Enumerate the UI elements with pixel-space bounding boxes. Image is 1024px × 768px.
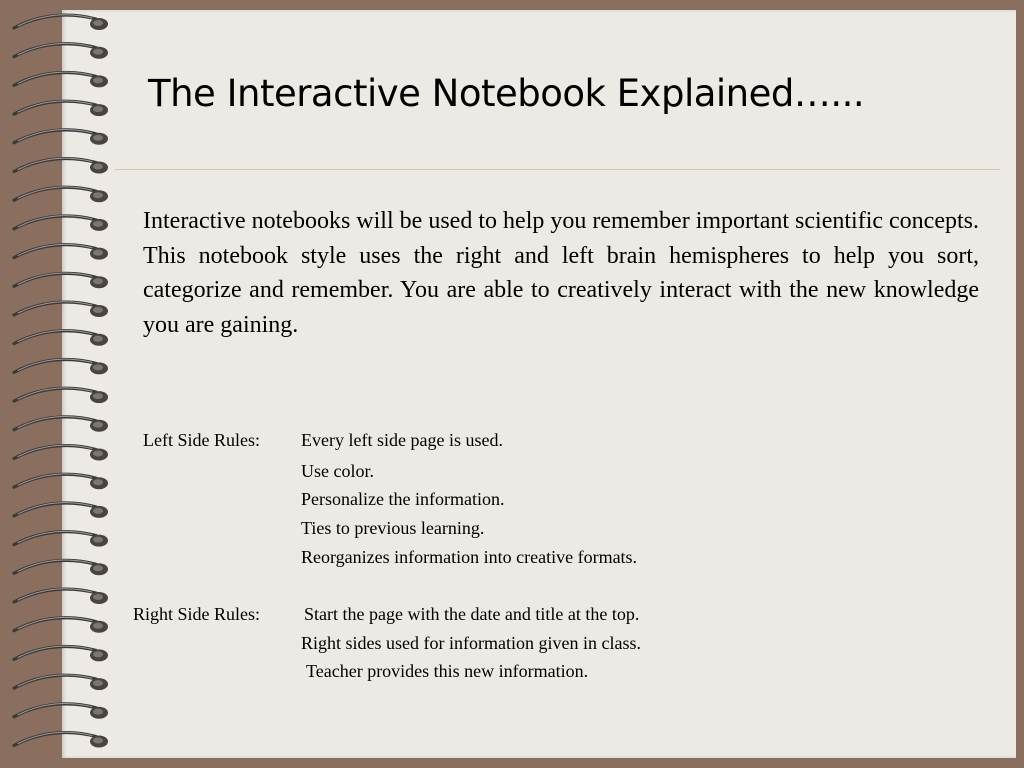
spiral-coil [14,531,108,546]
page-title: The Interactive Notebook Explained…... [148,72,865,115]
spiral-coil [14,445,108,460]
spiral-coil [14,302,108,317]
intro-paragraph: Interactive notebooks will be used to help you remember important scientific concepts. This notebook style uses the right and left brain hemispheres to help you sort, categorize and remember. You are able to creatively interact with the new knowledge you are gaining. [143,208,979,338]
spiral-coil [14,101,108,116]
spiral-coil [14,244,108,259]
spiral-binding [0,0,120,768]
right-rules-label: Right Side Rules: [133,604,261,624]
left-rule-item: Every left side page is used. [301,430,503,450]
spiral-coil [14,216,108,231]
spiral-coil [14,617,108,632]
right-rule-item: Start the page with the date and title at the top. [304,604,640,624]
spiral-coil [14,732,108,747]
spiral-coil [14,273,108,288]
spiral-coil [14,388,108,403]
spiral-coil [14,43,108,58]
spiral-coil [14,330,108,345]
spiral-coil [14,474,108,489]
spiral-coil [14,417,108,432]
right-rule-item: Right sides used for information given in class. [301,633,641,653]
left-rule-item: Reorganizes information into creative formats. [301,547,638,567]
spiral-coil [14,589,108,604]
spiral-coil [14,187,108,202]
left-rule-item: Ties to previous learning. [301,518,485,538]
spiral-coil [14,359,108,374]
left-rule-item: Personalize the information. [301,489,505,509]
spiral-coil [14,675,108,690]
spiral-coil [14,560,108,575]
spiral-coil [14,130,108,145]
left-rule-item: Use color. [301,461,374,481]
spiral-coil [14,503,108,518]
spiral-coil [14,158,108,173]
title-divider [115,169,1000,170]
right-rule-item: Teacher provides this new information. [306,661,589,681]
spiral-coil [14,15,108,30]
spiral-coil [14,72,108,87]
spiral-coil [14,646,108,661]
left-rules-label: Left Side Rules: [143,430,260,450]
spiral-coil [14,704,108,719]
